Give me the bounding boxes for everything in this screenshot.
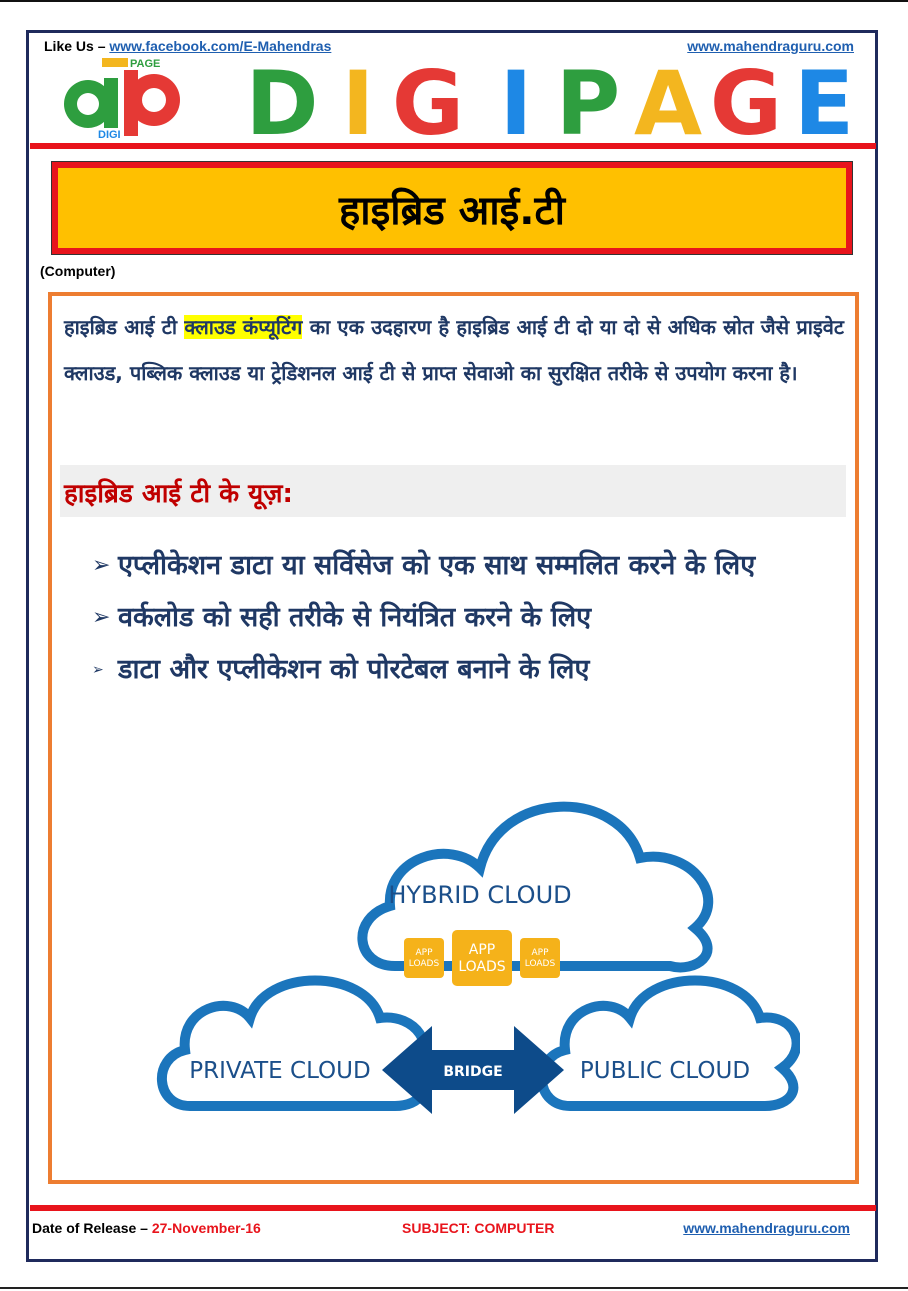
bottom-rule xyxy=(0,1287,908,1289)
app-loads-large-line1: APP xyxy=(468,942,496,958)
title-letter: G xyxy=(391,56,465,140)
app-loads-small-line2: LOADS xyxy=(408,959,440,969)
page-title: हाइब्रिड आई.टी xyxy=(338,187,565,234)
app-loads-box-large xyxy=(452,930,512,986)
header-red-rule xyxy=(30,143,876,149)
release-date-value: 27-November-16 xyxy=(151,1220,261,1236)
digi-page-title xyxy=(238,56,862,140)
title-letter: I xyxy=(499,56,533,140)
uses-list xyxy=(92,540,792,696)
footer-red-rule xyxy=(30,1205,876,1211)
top-rule xyxy=(0,0,908,2)
app-loads-small-line2: LOADS xyxy=(524,959,556,969)
arrow-bullet-icon: ➢ xyxy=(92,605,111,630)
logo-digi-text: DIGI xyxy=(98,129,121,140)
list-item xyxy=(92,540,792,592)
public-cloud-shape xyxy=(542,981,797,1107)
list-item-text: एप्लीकेशन डाटा या सर्विसेज को एक साथ सम्मलित करने के लिए xyxy=(118,550,756,581)
uses-heading: हाइब्रिड आई टी के यूज़: xyxy=(64,479,293,509)
arrow-bullet-icon: ➢ xyxy=(92,662,104,678)
logo-page-text: PAGE xyxy=(130,58,161,70)
site-link-header[interactable]: www.mahendraguru.com xyxy=(687,38,854,54)
subject-tag: (Computer) xyxy=(40,263,116,279)
like-us-line xyxy=(44,38,331,54)
release-date xyxy=(32,1220,261,1236)
private-cloud-label: PRIVATE CLOUD xyxy=(189,1058,371,1084)
title-banner xyxy=(52,162,852,254)
intro-paragraph xyxy=(64,304,844,396)
title-letter: I xyxy=(341,56,375,140)
intro-text-before: हाइब्रिड आई टी xyxy=(64,315,185,339)
app-loads-box-small xyxy=(404,938,444,978)
app-loads-large-line2: LOADS xyxy=(458,959,506,975)
public-cloud-label: PUBLIC CLOUD xyxy=(579,1058,751,1084)
intro-highlight: क्लाउड कंप्यूटिंग xyxy=(184,315,303,339)
logo-top-bar xyxy=(102,58,128,67)
title-letter: D xyxy=(245,56,319,140)
hybrid-cloud-label: HYBRID CLOUD xyxy=(388,881,572,909)
like-us-label: Like Us – xyxy=(44,38,110,54)
hybrid-cloud-diagram xyxy=(150,768,800,1118)
list-item xyxy=(92,644,792,696)
release-date-label: Date of Release – xyxy=(32,1220,152,1236)
title-letter: G xyxy=(709,56,783,140)
private-cloud-shape xyxy=(162,981,424,1107)
title-letter: P xyxy=(555,56,621,140)
list-item xyxy=(92,592,792,644)
site-link-footer[interactable]: www.mahendraguru.com xyxy=(683,1220,850,1236)
title-letter: E xyxy=(793,56,855,140)
intro-text-after: का एक उदहारण है हाइब्रिड आई टी दो या दो से अधिक स्रोत जैसे प्राइवेट क्लाउड, पब्लिक क्लाउड या ट्रेडिशनल आई टी से प्राप्त सेवाओ का सुरक्षित तरीके से उपयोग करना है। xyxy=(64,315,844,385)
list-item-text: वर्कलोड को सही तरीके से नियंत्रित करने के लिए xyxy=(118,602,592,633)
app-loads-small-line1: APP xyxy=(531,948,549,958)
bridge-label: BRIDGE xyxy=(443,1064,503,1080)
app-loads-box-small xyxy=(520,938,560,978)
app-loads-small-line1: APP xyxy=(415,948,433,958)
arrow-bullet-icon: ➢ xyxy=(92,553,111,578)
title-letter: A xyxy=(633,56,703,140)
digi-page-logo xyxy=(58,56,198,140)
facebook-link[interactable]: www.facebook.com/E-Mahendras xyxy=(109,38,332,54)
footer-subject: SUBJECT: COMPUTER xyxy=(402,1220,555,1236)
list-item-text: डाटा और एप्लीकेशन को पोरटेबल बनाने के लिए xyxy=(118,654,590,685)
